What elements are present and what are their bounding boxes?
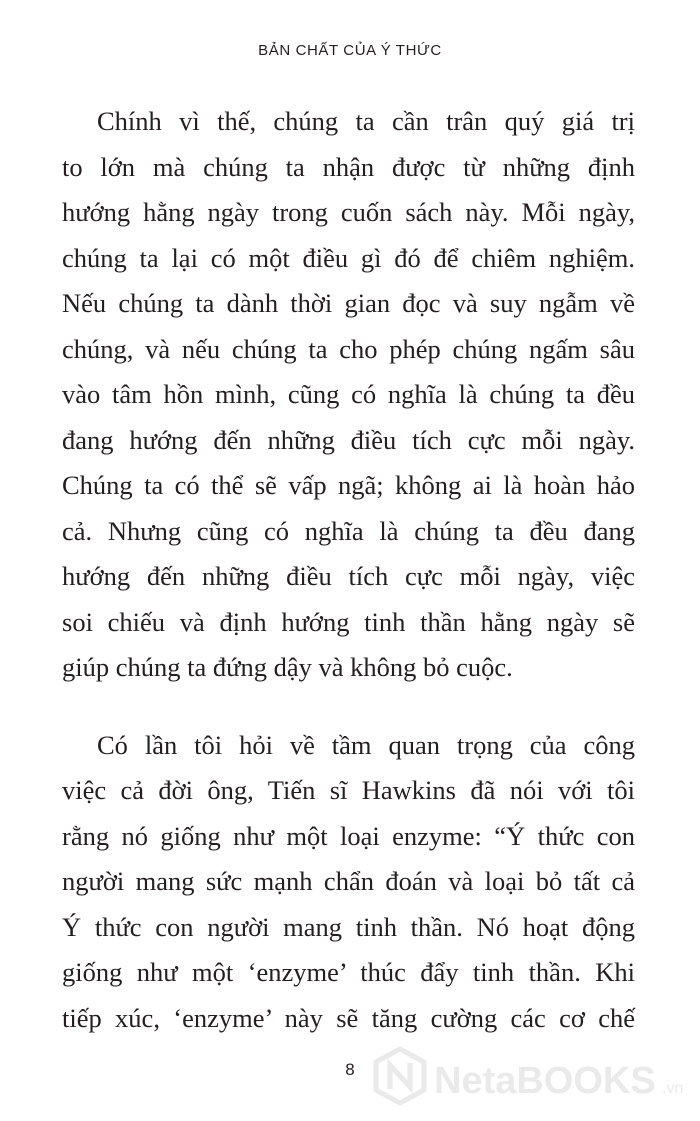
text-line: rằng nó giống như một loại enzyme: “Ý thức con xyxy=(62,820,635,851)
text-line: tiếp xúc, ‘enzyme’ này sẽ tăng cường các cơ chế xyxy=(62,1002,635,1033)
text-line: người mang sức mạnh chẩn đoán và loại bỏ tất cả xyxy=(62,866,635,896)
text-line: Ý thức con người mang tinh thần. Nó hoạt động xyxy=(62,911,635,942)
text-line: Chúng ta có thể sẽ vấp ngã; không ai là hoàn hảo xyxy=(62,470,635,500)
text-line: hướng hằng ngày trong cuốn sách này. Mỗi ngày, xyxy=(62,197,635,227)
text-line: to lớn mà chúng ta nhận được từ những định xyxy=(62,151,635,182)
publisher-watermark xyxy=(370,1043,690,1113)
page-number: 8 xyxy=(345,1060,355,1079)
text-line: giống như một ‘enzyme’ thúc đẩy tinh thần. Khi xyxy=(62,957,635,987)
watermark-suffix: .vn xyxy=(662,1080,684,1097)
text-line: Chính vì thế, chúng ta cần trân quý giá trị xyxy=(97,106,635,136)
running-title: BẢN CHẤT CỦA Ý THỨC xyxy=(258,42,442,59)
text-line: chúng ta lại có một điều gì đó để chiêm nghiệm. xyxy=(62,242,635,273)
body-text xyxy=(62,99,635,1073)
text-line: soi chiếu và định hướng tinh thần hằng ngày sẽ xyxy=(62,606,635,637)
text-line: vào tâm hồn mình, cũng có nghĩa là chúng ta đều xyxy=(62,379,635,409)
paragraph-2 xyxy=(62,723,635,1042)
text-line: Có lần tôi hỏi về tầm quan trọng của công xyxy=(97,729,635,760)
text-line: cả. Nhưng cũng có nghĩa là chúng ta đều đang xyxy=(62,515,635,546)
text-line: Nếu chúng ta dành thời gian đọc và suy ngẫm về xyxy=(62,288,635,318)
text-line: giúp chúng ta đứng dậy và không bỏ cuộc. xyxy=(62,652,513,682)
text-line: hướng đến những điều tích cực mỗi ngày, việc xyxy=(62,561,635,591)
paragraph-1 xyxy=(62,99,635,691)
text-line: đang hướng đến những điều tích cực mỗi ngày. xyxy=(62,424,635,455)
watermark-brand: NetaBOOKS xyxy=(434,1060,656,1102)
text-line: việc cả đời ông, Tiến sĩ Hawkins đã nói với tôi xyxy=(62,775,635,805)
text-line: chúng, và nếu chúng ta cho phép chúng ngấm sâu xyxy=(62,333,635,364)
hexagon-logo-icon xyxy=(376,1049,424,1103)
